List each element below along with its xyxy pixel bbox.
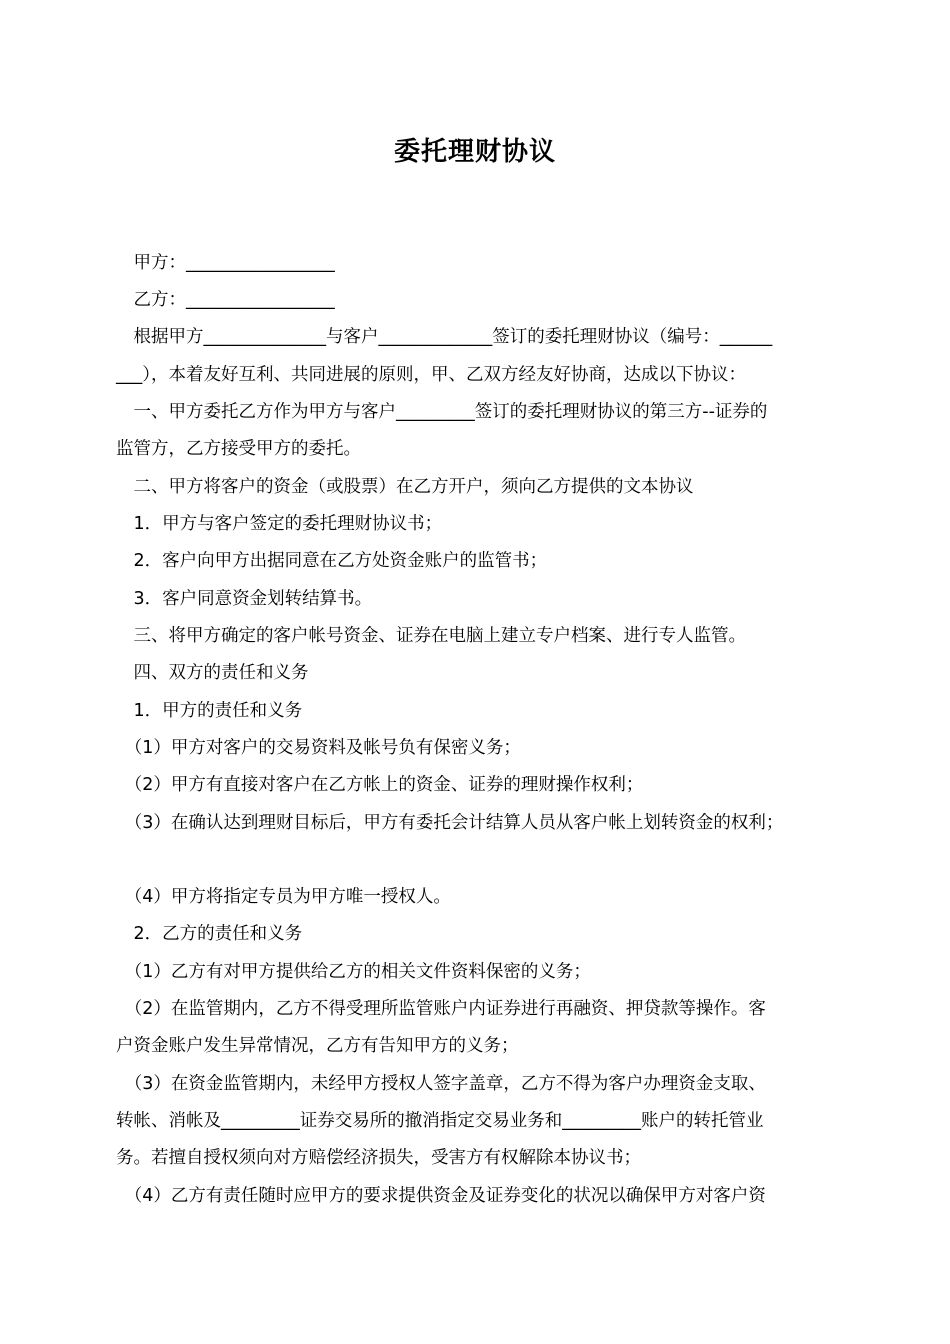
party-b-duty-3-line-3: 务。若擅自授权须向对方赔偿经济损失，受害方有权解除本协议书；: [116, 1148, 641, 1168]
party-b-line: 乙方：_________________: [116, 290, 335, 310]
party-a-duties-heading: 1．甲方的责任和义务: [116, 701, 303, 721]
party-b-duty-2-line-1: （2）在监管期内，乙方不得受理所监管账户内证券进行再融资、押贷款等操作。客: [116, 999, 766, 1019]
party-b-duty-3-line-2: 转帐、消帐及_________证券交易所的撤消指定交易业务和_________账户的转托管业: [116, 1111, 764, 1131]
clause-2-item-2: 2．客户向甲方出据同意在乙方处资金账户的监管书；: [116, 551, 548, 571]
party-b-duty-1: （1）乙方有对甲方提供给乙方的相关文件资料保密的义务；: [116, 962, 591, 982]
party-a-line: 甲方：_________________: [116, 253, 335, 273]
clause-2-heading: 二、甲方将客户的资金（或股票）在乙方开户，须向乙方提供的文本协议: [116, 477, 694, 497]
party-a-duty-2: （2）甲方有直接对客户在乙方帐上的资金、证券的理财操作权利；: [116, 775, 644, 795]
clause-1-line-2: 监管方，乙方接受甲方的委托。: [116, 439, 361, 459]
clause-2-item-3: 3．客户同意资金划转结算书。: [116, 589, 373, 609]
party-b-duty-3-line-1: （3）在资金监管期内，未经甲方授权人签字盖章，乙方不得为客户办理资金支取、: [116, 1074, 766, 1094]
party-a-duty-3: （3）在确认达到理财目标后，甲方有委托会计结算人员从客户帐上划转资金的权利；: [116, 813, 784, 833]
preamble-line-1: 根据甲方______________与客户_____________签订的委托理财协议（编号：______: [116, 327, 773, 347]
party-a-duty-4: （4）甲方将指定专员为甲方唯一授权人。: [116, 887, 451, 907]
party-a-duty-1: （1）甲方对客户的交易资料及帐号负有保密义务；: [116, 738, 521, 758]
party-b-duty-2-line-2: 户资金账户发生异常情况，乙方有告知甲方的义务；: [116, 1036, 519, 1056]
preamble-line-2: ___），本着友好互利、共同进展的原则，甲、乙双方经友好协商，达成以下协议：: [116, 365, 746, 385]
clause-3-line: 三、将甲方确定的客户帐号资金、证券在电脑上建立专户档案、进行专人监管。: [116, 626, 746, 646]
clause-1-line-1: 一、甲方委托乙方作为甲方与客户_________签订的委托理财协议的第三方--证券的: [116, 402, 768, 422]
document-title: 委托理财协议: [393, 137, 556, 167]
clause-4-heading: 四、双方的责任和义务: [116, 663, 309, 683]
party-b-duty-4-line-1: （4）乙方有责任随时应甲方的要求提供资金及证券变化的状况以确保甲方对客户资: [116, 1186, 766, 1206]
clause-2-item-1: 1．甲方与客户签定的委托理财协议书；: [116, 514, 443, 534]
party-b-duties-heading: 2．乙方的责任和义务: [116, 924, 303, 944]
